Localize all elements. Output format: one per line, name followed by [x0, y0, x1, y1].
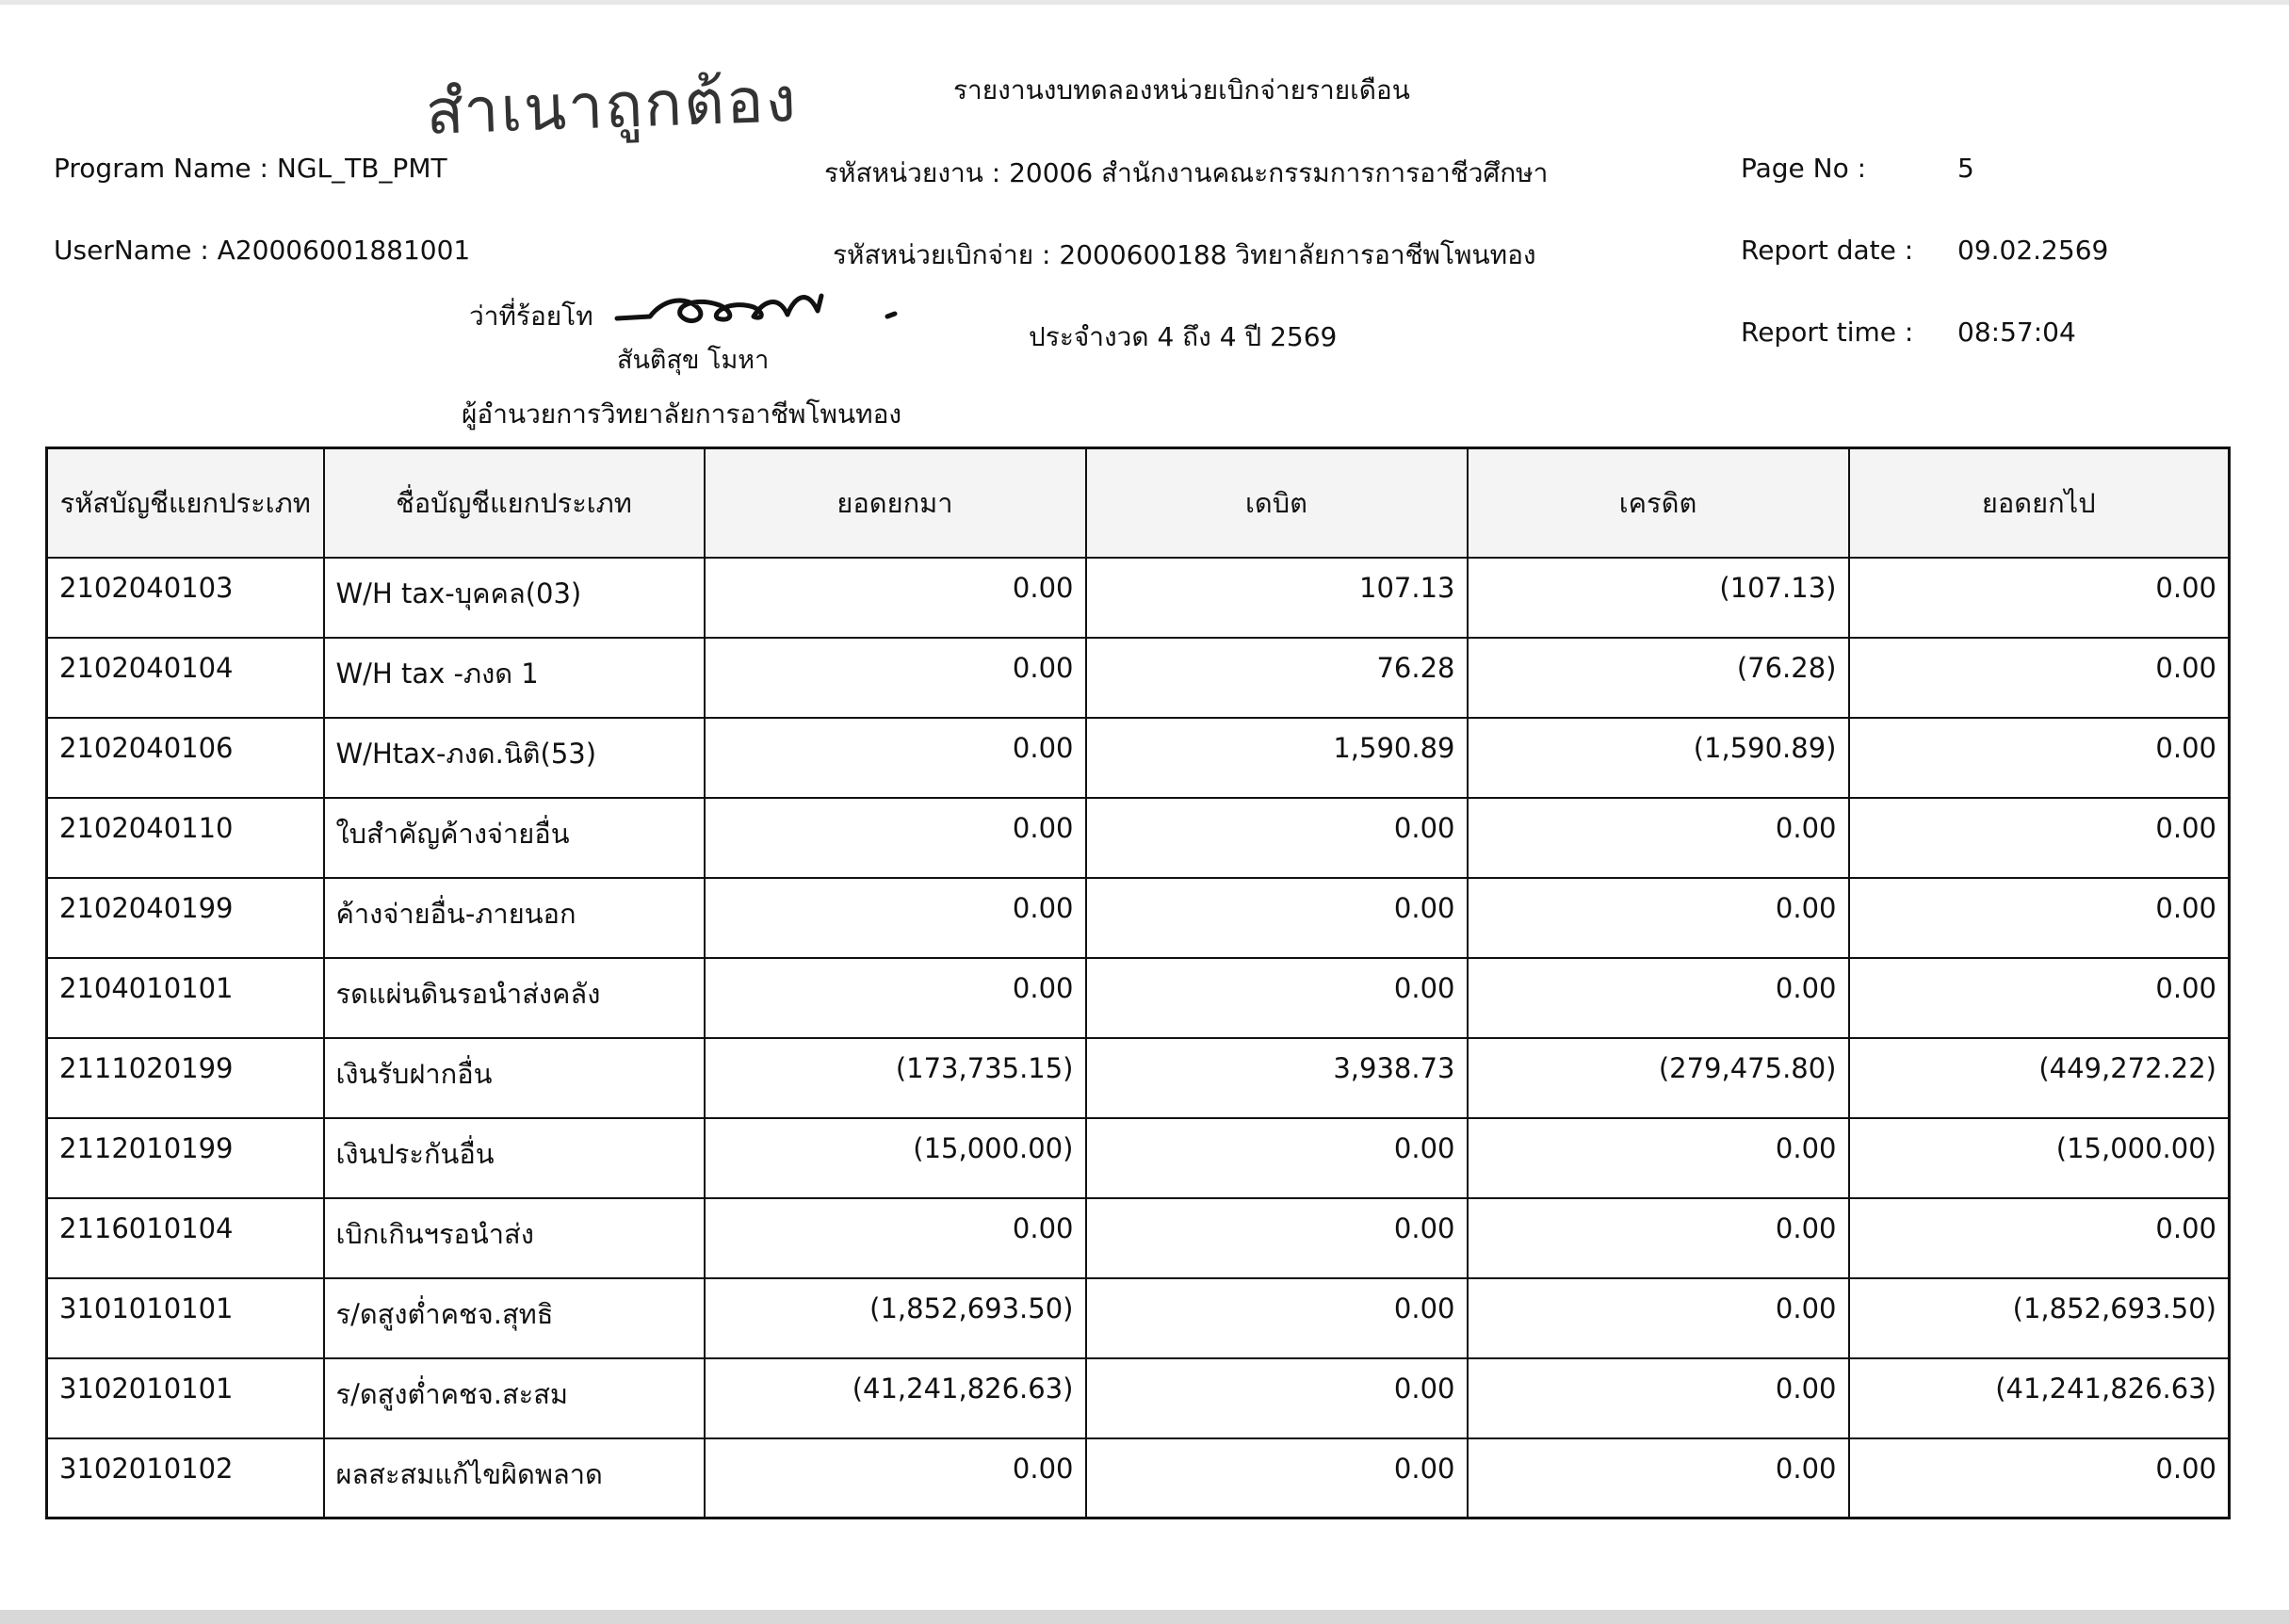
- account-name: ผลสะสมแก้ไขผิดพลาด: [324, 1438, 705, 1518]
- opening-balance: 0.00: [705, 878, 1086, 958]
- credit: 0.00: [1468, 1118, 1849, 1198]
- program-name: Program Name : NGL_TB_PMT: [54, 153, 447, 184]
- credit: (279,475.80): [1468, 1038, 1849, 1118]
- debit: 0.00: [1086, 1278, 1468, 1358]
- credit: 0.00: [1468, 1198, 1849, 1278]
- account-code: 2104010101: [47, 958, 324, 1038]
- signer-name: สันติสุข โมหา: [617, 346, 770, 375]
- closing-balance: (15,000.00): [1849, 1118, 2230, 1198]
- account-code: 2102040106: [47, 718, 324, 798]
- account-code: 3101010101: [47, 1278, 324, 1358]
- opening-balance: (41,241,826.63): [705, 1358, 1086, 1438]
- header-credit: เครดิต: [1468, 448, 1849, 558]
- header-opening-balance: ยอดยกมา: [705, 448, 1086, 558]
- account-code: 2102040104: [47, 638, 324, 718]
- account-code: 2102040103: [47, 558, 324, 638]
- credit: 0.00: [1468, 1278, 1849, 1358]
- handwritten-signature: [612, 279, 914, 335]
- debit: 1,590.89: [1086, 718, 1468, 798]
- table-row: [47, 958, 2230, 1038]
- signer-position: ผู้อำนวยการวิทยาลัยการอาชีพโพนทอง: [462, 398, 902, 430]
- closing-balance: (41,241,826.63): [1849, 1358, 2230, 1438]
- account-code: 3102010101: [47, 1358, 324, 1438]
- agency-code: รหัสหน่วยงาน : 20006 สำนักงานคณะกรรมการการอาชีวศึกษา: [824, 157, 1549, 188]
- opening-balance: 0.00: [705, 958, 1086, 1038]
- closing-balance: (1,852,693.50): [1849, 1278, 2230, 1358]
- closing-balance: (449,272.22): [1849, 1038, 2230, 1118]
- account-code: 2102040110: [47, 798, 324, 878]
- account-name: ร/ดสูงต่ำคชจ.สะสม: [324, 1358, 705, 1438]
- header-debit: เดบิต: [1086, 448, 1468, 558]
- certified-copy-stamp: สำเนาถูกต้อง: [424, 63, 799, 149]
- table-row: [47, 798, 2230, 878]
- scan-top-edge: [0, 0, 2289, 5]
- page-no-label: Page No :: [1741, 153, 1867, 184]
- report-time-label: Report time :: [1741, 317, 1914, 348]
- closing-balance: 0.00: [1849, 1198, 2230, 1278]
- report-period: ประจำงวด 4 ถึง 4 ปี 2569: [1029, 321, 1338, 352]
- table-row: [47, 558, 2230, 638]
- table-row: [47, 1358, 2230, 1438]
- account-code: 3102010102: [47, 1438, 324, 1518]
- header-account-name: ชื่อบัญชีแยกประเภท: [324, 448, 705, 558]
- opening-balance: 0.00: [705, 1198, 1086, 1278]
- signer-rank: ว่าที่ร้อยโท: [469, 300, 593, 332]
- account-name: เงินรับฝากอื่น: [324, 1038, 705, 1118]
- table-row: [47, 1438, 2230, 1518]
- debit: 107.13: [1086, 558, 1468, 638]
- closing-balance: 0.00: [1849, 958, 2230, 1038]
- debit: 0.00: [1086, 1438, 1468, 1518]
- credit: 0.00: [1468, 1358, 1849, 1438]
- debit: 0.00: [1086, 958, 1468, 1038]
- table-row: [47, 1118, 2230, 1198]
- debit: 0.00: [1086, 1118, 1468, 1198]
- account-name: รดแผ่นดินรอนำส่งคลัง: [324, 958, 705, 1038]
- page-no-value: 5: [1957, 153, 1974, 184]
- account-code: 2116010104: [47, 1198, 324, 1278]
- account-name: W/H tax-บุคคล(03): [324, 558, 705, 638]
- account-name: W/Htax-ภงด.นิติ(53): [324, 718, 705, 798]
- opening-balance: 0.00: [705, 638, 1086, 718]
- debit: 0.00: [1086, 1198, 1468, 1278]
- account-name: ร/ดสูงต่ำคชจ.สุทธิ: [324, 1278, 705, 1358]
- opening-balance: 0.00: [705, 798, 1086, 878]
- opening-balance: 0.00: [705, 1438, 1086, 1518]
- credit: 0.00: [1468, 798, 1849, 878]
- account-name: เบิกเกินฯรอนำส่ง: [324, 1198, 705, 1278]
- closing-balance: 0.00: [1849, 798, 2230, 878]
- debit: 3,938.73: [1086, 1038, 1468, 1118]
- closing-balance: 0.00: [1849, 1438, 2230, 1518]
- account-name: ใบสำคัญค้างจ่ายอื่น: [324, 798, 705, 878]
- opening-balance: (15,000.00): [705, 1118, 1086, 1198]
- opening-balance: 0.00: [705, 718, 1086, 798]
- closing-balance: 0.00: [1849, 638, 2230, 718]
- table-row: [47, 1278, 2230, 1358]
- debit: 76.28: [1086, 638, 1468, 718]
- closing-balance: 0.00: [1849, 878, 2230, 958]
- account-code: 2111020199: [47, 1038, 324, 1118]
- debit: 0.00: [1086, 878, 1468, 958]
- closing-balance: 0.00: [1849, 558, 2230, 638]
- credit: (1,590.89): [1468, 718, 1849, 798]
- report-time-value: 08:57:04: [1957, 317, 2076, 348]
- trial-balance-table: [45, 447, 2231, 1519]
- credit: 0.00: [1468, 958, 1849, 1038]
- user-name: UserName : A20006001881001: [54, 235, 471, 266]
- debit: 0.00: [1086, 798, 1468, 878]
- table-row: [47, 638, 2230, 718]
- report-date-label: Report date :: [1741, 235, 1914, 266]
- table-row: [47, 1038, 2230, 1118]
- credit: 0.00: [1468, 1438, 1849, 1518]
- report-date-value: 09.02.2569: [1957, 235, 2109, 266]
- account-name: W/H tax -ภงด 1: [324, 638, 705, 718]
- table-header-row: [47, 448, 2230, 558]
- credit: 0.00: [1468, 878, 1849, 958]
- header-closing-balance: ยอดยกไป: [1849, 448, 2230, 558]
- opening-balance: (1,852,693.50): [705, 1278, 1086, 1358]
- header-account-code: รหัสบัญชีแยกประเภท: [47, 448, 324, 558]
- account-name: ค้างจ่ายอื่น-ภายนอก: [324, 878, 705, 958]
- scan-bottom-edge: [0, 1610, 2289, 1624]
- account-name: เงินประกันอื่น: [324, 1118, 705, 1198]
- table-row: [47, 878, 2230, 958]
- table-row: [47, 1198, 2230, 1278]
- opening-balance: 0.00: [705, 558, 1086, 638]
- disbursing-unit: รหัสหน่วยเบิกจ่าย : 2000600188 วิทยาลัยการอาชีพโพนทอง: [833, 239, 1536, 270]
- account-code: 2112010199: [47, 1118, 324, 1198]
- debit: 0.00: [1086, 1358, 1468, 1438]
- closing-balance: 0.00: [1849, 718, 2230, 798]
- account-code: 2102040199: [47, 878, 324, 958]
- credit: (76.28): [1468, 638, 1849, 718]
- opening-balance: (173,735.15): [705, 1038, 1086, 1118]
- report-title: รายงานงบทดลองหน่วยเบิกจ่ายรายเดือน: [953, 74, 1410, 106]
- table-row: [47, 718, 2230, 798]
- credit: (107.13): [1468, 558, 1849, 638]
